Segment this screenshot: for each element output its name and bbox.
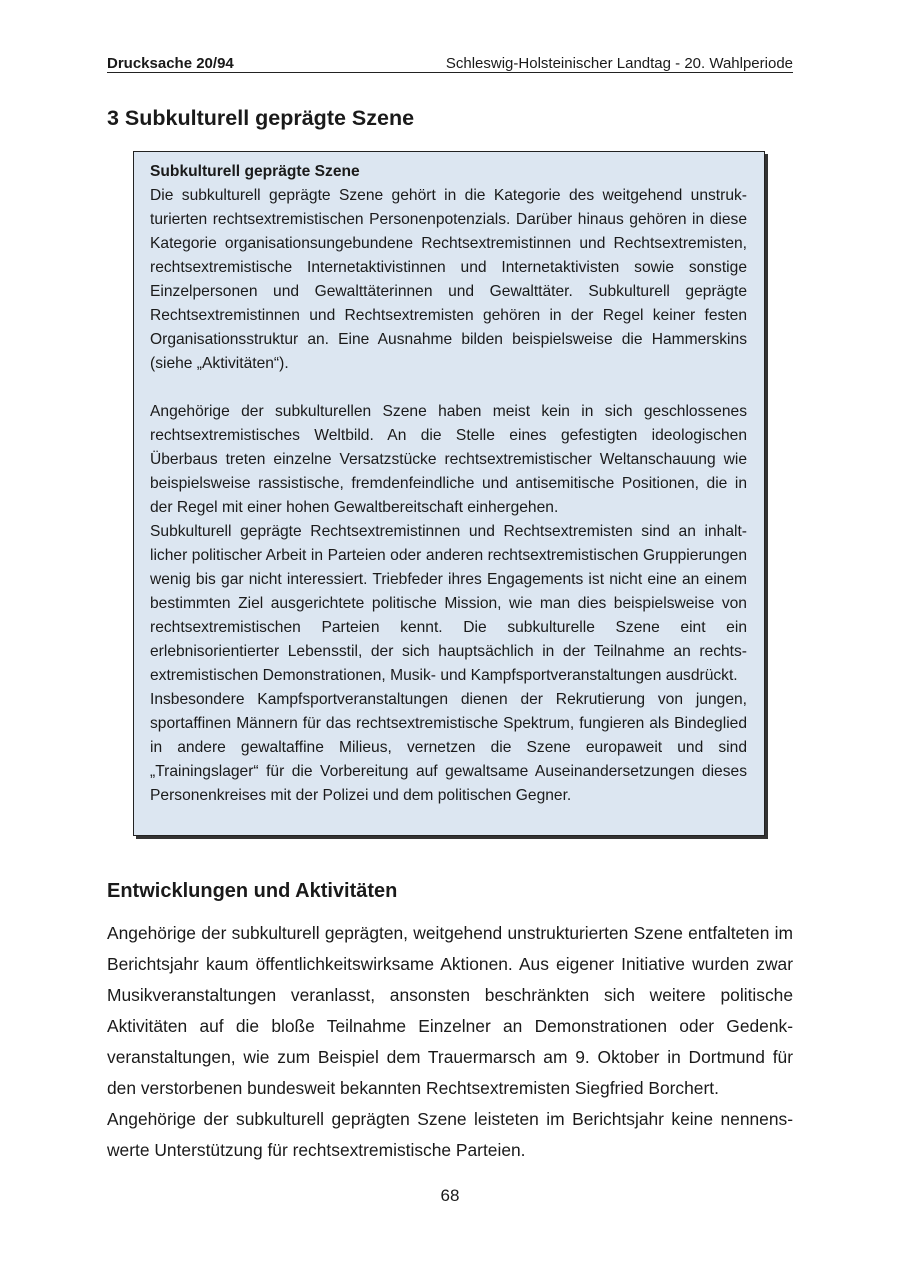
body-paragraph: Angehörige der subkulturell geprägten Szene leisteten im Berichtsjahr keine nennenswerte Unterstützung für rechtsextremistische Parteien. — [107, 1109, 793, 1160]
subsection-title: Entwicklungen und Aktivitäten — [107, 880, 398, 902]
document-number: Drucksache 20/94 — [107, 55, 234, 72]
body-paragraph: Angehörige der subkulturell geprägten, weitgehend unstrukturierten Szene entfalteten im Berichtsjahr kaum öffentlichkeitswirksame Aktionen. Aus eigener Initiative wurden zwar Musikveranstaltungen veranlasst, ansonsten beschränkten sich weitere politische Aktivitäten auf die bloße Teilnahme Einzelner an Demonstrationen oder Gedenkveranstaltungen, wie zum Beispiel dem Trauermarsch am 9. Oktober in Dortmund für den verstorbenen bundesweit bekannten Rechtsextremisten Siegfried Borchert. — [107, 923, 793, 1098]
info-box-paragraph: Insbesondere Kampfsportveranstaltungen dienen der Rekrutierung von jungen, sportaffinen Männern für das rechtsextremistische Spektrum, fungieren als Bindeglied in andere gewaltaffine Milieus, vernetzen die Szene europaweit und sind „Trainingslager“ für die Vorbereitung auf gewaltsame Auseinandersetzungen dieses Personenkreises mit der Polizei und dem politischen Gegner. — [150, 691, 747, 804]
info-box — [133, 151, 765, 836]
info-box-paragraph: Die subkulturell geprägte Szene gehört in die Kategorie des weitgehend unstrukturierten rechtsextremistischen Personenpotenzials. Darüber hinaus gehören in diese Kategorie organisationsungebundene Rechtsextremistinnen und Rechtsextremisten, rechtsextremistische Internetaktivistinnen und Internetaktivisten sowie sonstige Einzelpersonen und Gewalttäterinnen und Gewalttäter. Subkulturell geprägte Rechtsextremistinnen und Rechtsextremisten gehören in der Regel keiner festen Organisationsstruktur an. Eine Ausnahme bilden beispielsweise die Hammerskins (siehe „Aktivitäten“). — [150, 187, 747, 372]
section-title: 3 Subkulturell geprägte Szene — [107, 106, 415, 130]
page-header — [107, 54, 793, 73]
info-box-paragraph: Angehörige der subkulturellen Szene haben meist kein in sich geschlossenes rechtsextremistisches Weltbild. An die Stelle eines gefestigten ideologischen Überbaus treten einzelne Versatzstücke rechtsextremistischer Weltanschauung wie beispielsweise rassistische, fremdenfeindliche und antisemitische Positionen, die in der Regel mit einer hohen Gewaltbereitschaft einhergehen. — [150, 403, 747, 516]
page-number: 68 — [440, 1186, 460, 1205]
body-text — [107, 918, 793, 1166]
parliament-period: Schleswig-Holsteinischer Landtag - 20. Wahlperiode — [445, 55, 793, 72]
info-box-title: Subkulturell geprägte Szene — [150, 163, 360, 180]
info-box-paragraph: Subkulturell geprägte Rechtsextremistinnen und Rechtsextremisten sind an inhaltlicher politischer Arbeit in Parteien oder anderen rechtsextremistischen Gruppierungen wenig bis gar nicht interessiert. Triebfeder ihres Engagements ist nicht eine an einem bestimmten Ziel ausgerichtete politische Mission, wie man dies beispielsweise von rechtsextremistischen Parteien kennt. Die subkulturelle Szene eint ein erlebnisorientierter Lebensstil, der sich hauptsächlich in der Teilnahme an rechtsextremistischen Demonstrationen, Musik- und Kampfsportveranstaltungen ausdrückt. — [150, 523, 747, 684]
